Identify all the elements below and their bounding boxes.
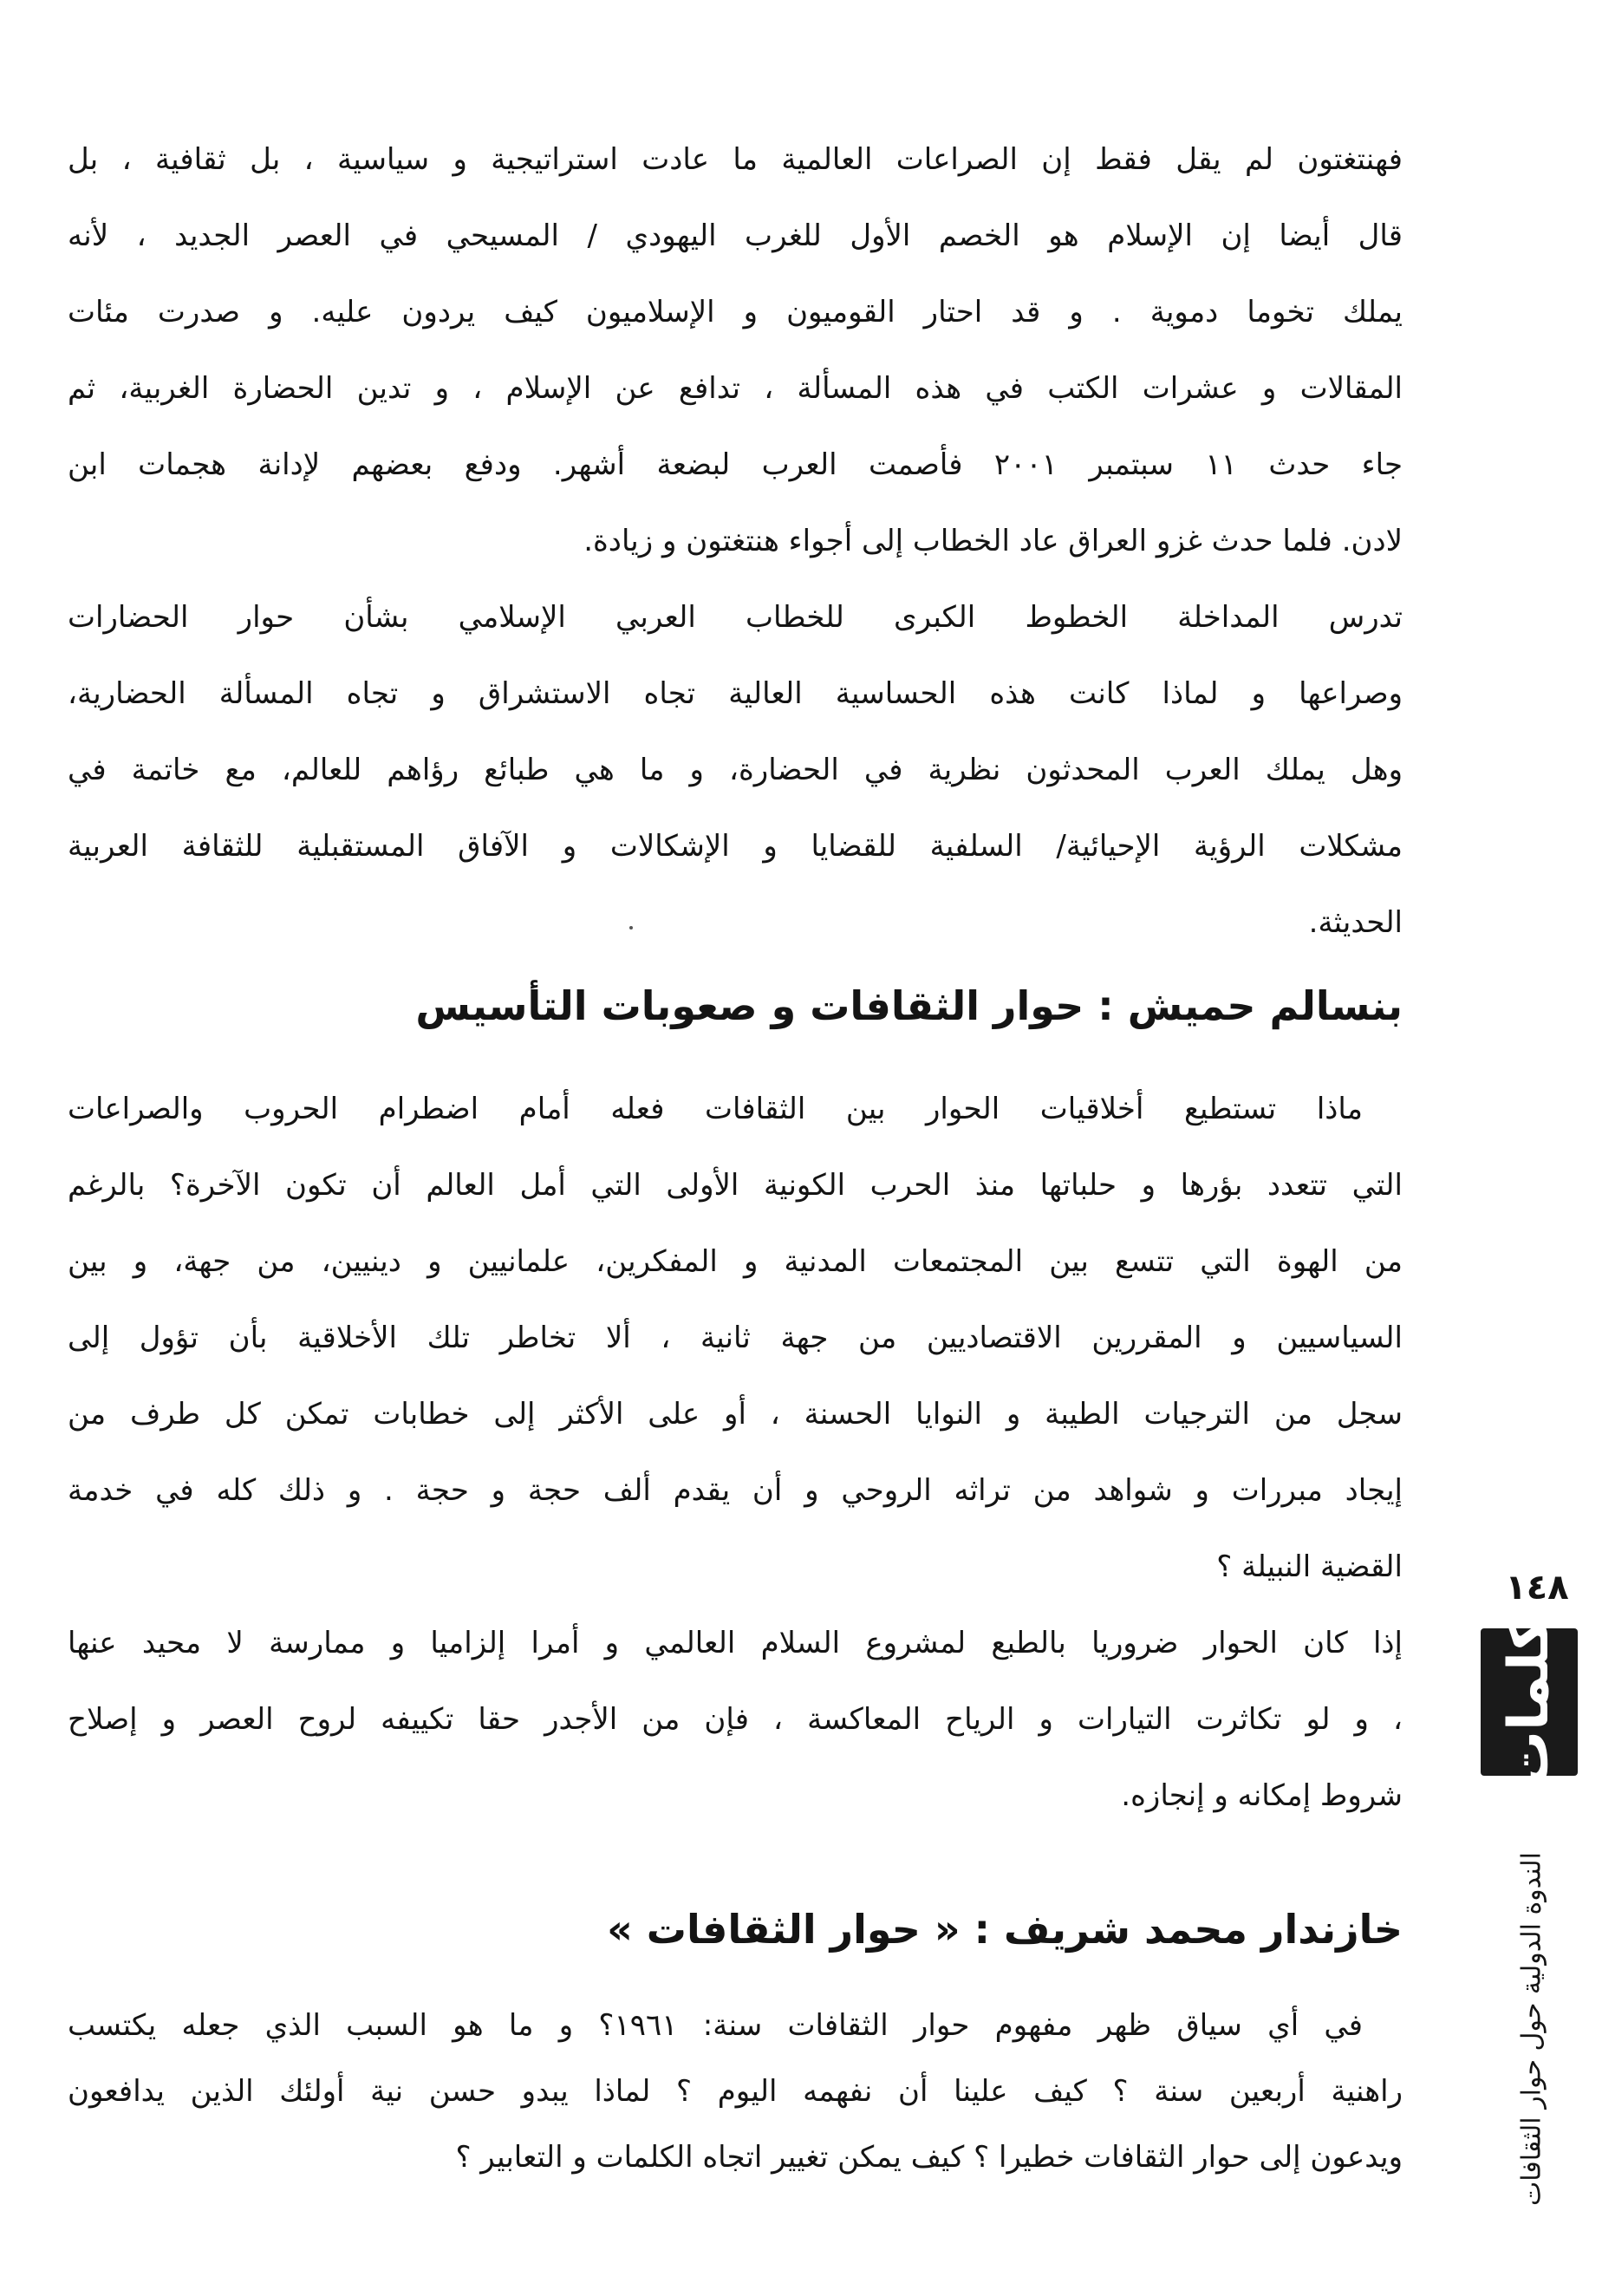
print-speck (629, 926, 633, 929)
text-line: القضية النبيلة ؟ (1216, 1549, 1403, 1584)
text-line: قال أيضا إن الإسلام هو الخصم الأول للغرب اليهودي / المسيحي في العصر الجديد ، لأنه (68, 219, 1403, 253)
text-line: تدرس المداخلة الخطوط الكبرى للخطاب العربي الإسلامي بشأن حوار الحضارات (68, 600, 1403, 635)
text-line: فهنتغتون لم يقل فقط إن الصراعات العالمية ما عادت استراتيجية و سياسية ، بل ثقافية ، بل (68, 142, 1403, 177)
text-line: في أي سياق ظهر مفهوم حوار الثقافات سنة: ١٩٦١؟ و ما هو السبب الذي جعله يكتسب (68, 2008, 1363, 2043)
text-line: ويدعون إلى حوار الثقافات خطيرا ؟ كيف يمكن تغيير اتجاه الكلمات و التعابير ؟ (455, 2140, 1403, 2175)
text-line: من الهوة التي تتسع بين المجتمعات المدنية و المفكرين، علمانيين و دينيين، من جهة، و بين (68, 1244, 1403, 1279)
text-line: جاء حدث ١١ سبتمبر ٢٠٠١ فأصمت العرب لبضعة أشهر. ودفع بعضهم لإدانة هجمات ابن (68, 447, 1403, 482)
text-line: وهل يملك العرب المحدثون نظرية في الحضارة، و ما هي طبائع رؤاهم للعالم، مع خاتمة في (68, 753, 1403, 787)
text-line: مشكلات الرؤية الإحيائية/ السلفية للقضايا و الإشكالات و الآفاق المستقبلية للثقافة العربية (68, 829, 1403, 864)
text-line: السياسيين و المقررين الاقتصاديين من جهة ثانية ، ألا تخاطر تلك الأخلاقية بأن تؤول إلى (68, 1321, 1403, 1355)
text-line: ، و لو تكاثرت التيارات و الرياح المعاكسة ، فإن من الأجدر حقا تكييفه لروح العصر و إصلاح (68, 1702, 1403, 1737)
text-line: شروط إمكانه و إنجازه. (1121, 1778, 1403, 1813)
text-line: إيجاد مبررات و شواهد من تراثه الروحي و أن يقدم ألف حجة و حجة . و ذلك كله في خدمة (68, 1473, 1403, 1508)
text-line: يملك تخوما دموية . و قد احتار القوميون و الإسلاميون كيف يردون عليه. و صدرت مئات (68, 295, 1403, 329)
text-line: إذا كان الحوار ضروريا بالطبع لمشروع السلام العالمي و أمرا إلزاميا و ممارسة لا محيد عنها (68, 1626, 1403, 1660)
text-line: الحديثة. (1308, 905, 1403, 940)
text-line: راهنية أربعين سنة ؟ كيف علينا أن نفهمه اليوم ؟ لماذا يبدو حسن نية أولئك الذين يدافعون (68, 2074, 1403, 2109)
text-line: وصراعها و لماذا كانت هذه الحساسية العالية تجاه الاستشراق و تجاه المسألة الحضارية، (68, 676, 1403, 711)
section-heading: خازندار محمد شريف : « حوار الثقافات » (607, 1906, 1403, 1953)
text-line: سجل من الترجيات الطيبة و النوايا الحسنة ، أو على الأكثر إلى خطابات تمكن كل طرف من (68, 1397, 1403, 1432)
journal-logo (1481, 1617, 1578, 1787)
journal-logo-text: كلمات (1497, 1617, 1561, 1787)
running-title (1510, 1786, 1553, 2272)
section-body (68, 1071, 1403, 1834)
section-heading: بنسالم حميش : حوار الثقافات و صعوبات التأسيس (415, 982, 1403, 1029)
text-line: التي تتعدد بؤرها و حلباتها منذ الحرب الكونية الأولى التي أمل العالم أن تكون الآخرة؟ بالرغم (68, 1168, 1403, 1203)
text-line: لادن. فلما حدث غزو العراق عاد الخطاب إلى أجواء هنتغتون و زيادة. (583, 524, 1403, 558)
text-line: ماذا تستطيع أخلاقيات الحوار بين الثقافات فعله أمام اضطرام الحروب والصراعات (68, 1092, 1363, 1126)
text-line: المقالات و عشرات الكتب في هذه المسألة ، تدافع عن الإسلام ، و تدين الحضارة الغربية، ثم (68, 371, 1403, 406)
section-body (68, 1993, 1403, 2190)
intro-paragraphs (68, 121, 1403, 961)
page-number: ١٤٨ (1505, 1568, 1569, 1608)
running-title-text: الندوة الدولية حول حوار الثقافات (1516, 1852, 1547, 2206)
